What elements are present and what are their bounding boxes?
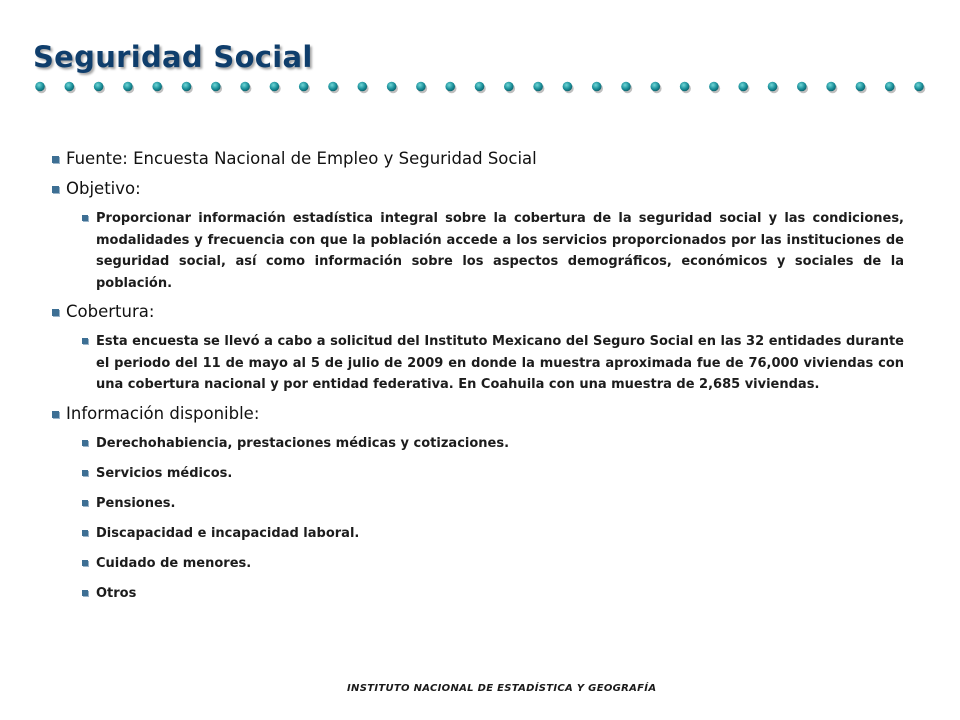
- dot-icon: [445, 82, 455, 92]
- dotted-divider: [32, 79, 932, 95]
- dot-icon: [416, 82, 426, 92]
- dot-icon: [211, 82, 221, 92]
- square-bullet-icon: [82, 500, 88, 506]
- square-bullet-icon: [82, 470, 88, 476]
- section-label: Información disponible:: [66, 403, 260, 423]
- dot-icon: [826, 82, 836, 92]
- footer-institution: INSTITUTO NACIONAL DE ESTADÍSTICA Y GEOGRAFÍA: [347, 683, 657, 694]
- square-bullet-icon: [52, 156, 59, 163]
- item-text: Esta encuesta se llevó a cabo a solicitud del Instituto Mexicano del Seguro Social en las 32 entidades durante el periodo del 11 de mayo al 5 de julio de 2009 en donde la muestra aproximada fue de 76,000 viviendas con una cobertura nacional y por entidad federativa. En Coahuila con una muestra de 2,685 viviendas.: [96, 334, 904, 392]
- item-text: Pensiones.: [96, 495, 176, 511]
- section-fuente: [52, 148, 904, 170]
- item-text: Cuidado de menores.: [96, 555, 252, 571]
- dot-icon: [270, 82, 280, 92]
- informacion-item: [52, 493, 904, 515]
- dot-icon: [65, 82, 75, 92]
- dot-icon: [182, 82, 192, 92]
- dot-icon: [328, 82, 338, 92]
- section-label: Cobertura:: [66, 302, 155, 321]
- dot-icon: [563, 82, 573, 92]
- square-bullet-icon: [82, 215, 88, 221]
- dot-icon: [123, 82, 133, 92]
- dot-icon: [914, 82, 924, 92]
- informacion-item: [52, 553, 904, 575]
- square-bullet-icon: [82, 530, 88, 536]
- dot-icon: [651, 82, 661, 92]
- informacion-item: [52, 583, 904, 605]
- dot-icon: [768, 82, 778, 92]
- dot-icon: [738, 82, 748, 92]
- dot-icon: [856, 82, 866, 92]
- item-text: Otros: [96, 585, 137, 601]
- dot-icon: [592, 82, 602, 92]
- square-bullet-icon: [82, 590, 88, 596]
- dot-icon: [387, 82, 397, 92]
- dot-icon: [797, 82, 807, 92]
- square-bullet-icon: [52, 411, 59, 418]
- informacion-item: [52, 523, 904, 545]
- dot-icon: [885, 82, 895, 92]
- cobertura-item: [52, 331, 904, 396]
- slide-content: [52, 148, 904, 613]
- informacion-item: [52, 433, 904, 455]
- dot-icon: [240, 82, 250, 92]
- section-informacion: [52, 403, 904, 425]
- dot-icon: [621, 82, 631, 92]
- objetivo-item: [52, 208, 904, 294]
- section-label: Objetivo:: [66, 179, 141, 198]
- section-objetivo: [52, 178, 904, 200]
- dot-icon: [504, 82, 514, 92]
- informacion-item: [52, 463, 904, 485]
- dot-icon: [680, 82, 690, 92]
- dot-icon: [152, 82, 162, 92]
- slide-title: Seguridad Social: [33, 40, 313, 74]
- dot-icon: [475, 82, 485, 92]
- dot-icon: [299, 82, 309, 92]
- dot-icon: [35, 82, 45, 92]
- item-text: Derechohabiencia, prestaciones médicas y cotizaciones.: [96, 435, 510, 451]
- section-cobertura: [52, 301, 904, 323]
- item-text: Servicios médicos.: [96, 465, 233, 481]
- square-bullet-icon: [82, 440, 88, 446]
- square-bullet-icon: [82, 338, 88, 344]
- square-bullet-icon: [52, 186, 59, 193]
- square-bullet-icon: [82, 560, 88, 566]
- dot-icon: [533, 82, 543, 92]
- dot-icon: [94, 82, 104, 92]
- item-text: Proporcionar información estadística integral sobre la cobertura de la seguridad social y las condiciones, modalidades y frecuencia con que la población accede a los servicios proporcionados por las instituciones de seguridad social, así como información sobre los aspectos demográficos, económicos y sociales de la población.: [96, 211, 904, 291]
- dot-icon: [709, 82, 719, 92]
- dot-icon: [358, 82, 368, 92]
- section-label: Fuente: Encuesta Nacional de Empleo y Seguridad Social: [66, 149, 537, 168]
- square-bullet-icon: [52, 309, 59, 316]
- item-text: Discapacidad e incapacidad laboral.: [96, 525, 360, 541]
